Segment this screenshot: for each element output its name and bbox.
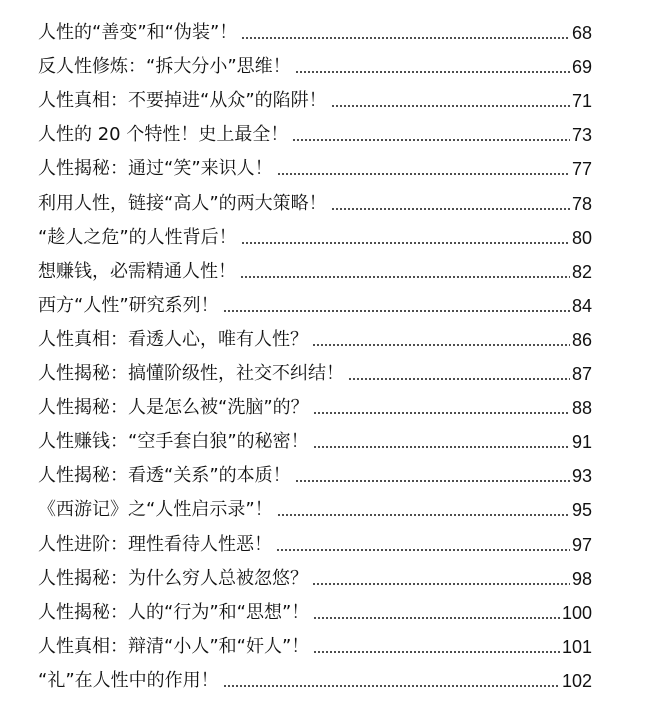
toc-entry-page: 68 bbox=[571, 23, 592, 44]
toc-entry-page: 95 bbox=[571, 500, 592, 521]
toc-entry-page: 101 bbox=[561, 636, 592, 657]
dot-leader bbox=[295, 480, 570, 482]
toc-entry-page: 87 bbox=[571, 364, 592, 385]
toc-entry[interactable] bbox=[38, 419, 592, 453]
toc-entry-title: 反人性修炼：“拆大分小”思维！ bbox=[38, 56, 291, 78]
toc-entry-page: 69 bbox=[571, 57, 592, 78]
toc-entry[interactable] bbox=[38, 180, 592, 214]
toc-entry[interactable] bbox=[38, 590, 592, 624]
toc-entry[interactable] bbox=[38, 556, 592, 590]
dot-leader bbox=[223, 310, 570, 312]
toc-entry-page: 78 bbox=[571, 193, 592, 214]
toc-entry-title: 人性真相：不要掉进“从众”的陷阱！ bbox=[38, 90, 327, 112]
toc-entry-page: 86 bbox=[571, 329, 592, 350]
toc-entry-title: 人性揭秘：搞懂阶级性，社交不纠结！ bbox=[38, 363, 344, 385]
dot-leader bbox=[331, 208, 570, 210]
dot-leader bbox=[312, 583, 570, 585]
toc-entry[interactable] bbox=[38, 146, 592, 180]
toc-entry-title: 人性揭秘：人是怎么被“洗脑”的？ bbox=[38, 397, 309, 419]
toc-entry-page: 88 bbox=[571, 398, 592, 419]
toc-entry[interactable] bbox=[38, 283, 592, 317]
toc-entry-title: 人性揭秘：看透“关系”的本质！ bbox=[38, 465, 291, 487]
toc-entry-title: 人性揭秘：通过“笑”来识人！ bbox=[38, 158, 273, 180]
toc-entry[interactable] bbox=[38, 215, 592, 249]
toc-entry[interactable] bbox=[38, 351, 592, 385]
toc-entry-page: 91 bbox=[571, 432, 592, 453]
toc-entry-page: 93 bbox=[571, 466, 592, 487]
toc-entry[interactable] bbox=[38, 487, 592, 521]
toc-entry-title: 想赚钱，必需精通人性！ bbox=[38, 260, 236, 282]
dot-leader bbox=[313, 651, 560, 653]
toc-entry-title: “礼”在人性中的作用！ bbox=[38, 669, 219, 691]
toc-entry-title: 人性进阶：理性看待人性恶！ bbox=[38, 533, 272, 555]
toc-entry-title: 《西游记》之“人性启示录”！ bbox=[38, 499, 273, 521]
dot-leader bbox=[312, 344, 570, 346]
toc-entry[interactable] bbox=[38, 78, 592, 112]
toc-entry[interactable] bbox=[38, 453, 592, 487]
dot-leader bbox=[331, 105, 570, 107]
dot-leader bbox=[240, 276, 570, 278]
toc-entry[interactable] bbox=[38, 44, 592, 78]
dot-leader bbox=[223, 685, 560, 687]
toc-entry[interactable] bbox=[38, 10, 592, 44]
toc-entry[interactable] bbox=[38, 249, 592, 283]
toc-entry[interactable] bbox=[38, 521, 592, 555]
dot-leader bbox=[292, 139, 570, 141]
dot-leader bbox=[313, 617, 560, 619]
toc-entry[interactable] bbox=[38, 658, 592, 692]
toc-entry-title: 利用人性，链接“高人”的两大策略！ bbox=[38, 192, 327, 214]
dot-leader bbox=[348, 378, 570, 380]
toc-entry[interactable] bbox=[38, 112, 592, 146]
toc-entry-page: 84 bbox=[571, 295, 592, 316]
dot-leader bbox=[295, 71, 570, 73]
toc-entry-title: 人性真相：辩清“小人”和“奸人”！ bbox=[38, 635, 310, 657]
toc-entry-page: 82 bbox=[571, 261, 592, 282]
toc-entry-page: 80 bbox=[571, 227, 592, 248]
toc-entry-page: 102 bbox=[561, 670, 592, 691]
toc-entry-title: 人性真相：看透人心，唯有人性？ bbox=[38, 328, 308, 350]
toc-entry-page: 73 bbox=[571, 125, 592, 146]
toc-entry-title: 人性的 20 个特性！史上最全！ bbox=[38, 124, 289, 146]
toc-entry-page: 71 bbox=[571, 91, 592, 112]
table-of-contents bbox=[38, 10, 592, 692]
toc-entry-title: 西方“人性”研究系列！ bbox=[38, 294, 219, 316]
toc-entry-title: “趁人之危”的人性背后！ bbox=[38, 226, 237, 248]
dot-leader bbox=[277, 514, 570, 516]
dot-leader bbox=[313, 412, 570, 414]
toc-entry-title: 人性赚钱：“空手套白狼”的秘密！ bbox=[38, 431, 309, 453]
toc-entry-page: 100 bbox=[561, 602, 592, 623]
dot-leader bbox=[313, 446, 570, 448]
dot-leader bbox=[276, 549, 570, 551]
toc-entry-page: 77 bbox=[571, 159, 592, 180]
dot-leader bbox=[241, 242, 570, 244]
toc-entry-page: 97 bbox=[571, 534, 592, 555]
dot-leader bbox=[277, 173, 570, 175]
dot-leader bbox=[241, 37, 570, 39]
toc-entry-page: 98 bbox=[571, 568, 592, 589]
toc-entry-title: 人性的“善变”和“伪装”！ bbox=[38, 22, 238, 44]
toc-entry-title: 人性揭秘：人的“行为”和“思想”！ bbox=[38, 601, 310, 623]
toc-entry[interactable] bbox=[38, 385, 592, 419]
toc-entry[interactable] bbox=[38, 624, 592, 658]
toc-entry[interactable] bbox=[38, 317, 592, 351]
toc-entry-title: 人性揭秘：为什么穷人总被忽悠？ bbox=[38, 567, 308, 589]
